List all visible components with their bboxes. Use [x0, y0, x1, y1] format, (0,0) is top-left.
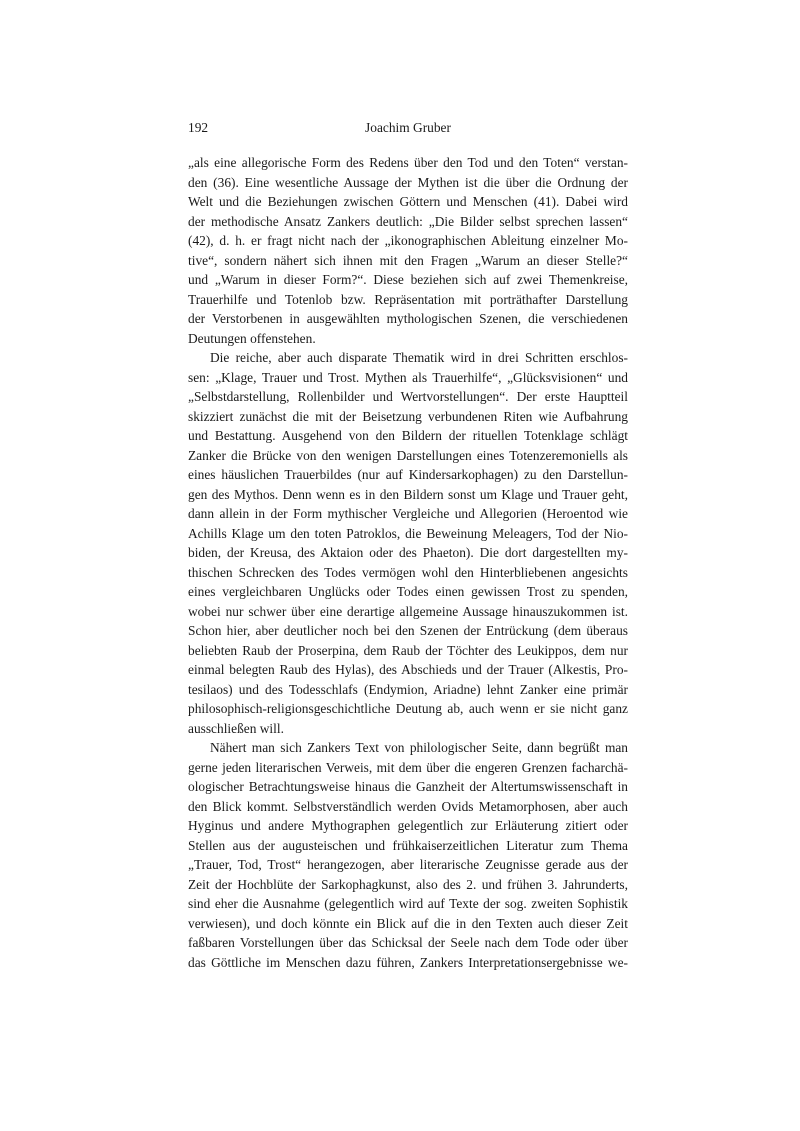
- text-line: biden, der Kreusa, des Aktaion oder des Phaeton). Die dort dargestellten my-: [188, 545, 628, 560]
- running-head: [188, 118, 628, 138]
- paragraph: [188, 153, 628, 348]
- page-number: 192: [188, 120, 209, 135]
- text-line: Stellen aus der augusteischen und frühkaiserzeitlichen Literatur zum Thema: [188, 837, 628, 853]
- text-line: und Bestattung. Ausgehend von den Bildern der rituellen Totenklage schlägt: [188, 428, 628, 443]
- text-line: verwiesen), und doch könnte ein Blick auf die in den Texten auch dieser Zeit: [188, 915, 628, 931]
- text-line: thischen Schrecken des Todes vermögen wohl den Hinterbliebenen angesichts: [188, 564, 628, 580]
- text-line: der methodische Ansatz Zankers deutlich: „Die Bilder selbst sprechen lassen“: [188, 213, 628, 229]
- text-line: ologischer Betrachtungsweise hinaus die Ganzheit der Altertumswissenschaft in: [188, 779, 628, 794]
- text-line: Achills Klage um den toten Patroklos, die Beweinung Meleagers, Tod der Nio-: [188, 525, 628, 541]
- text-line: tesilaos) und des Todesschlafs (Endymion, Ariadne) lehnt Zanker eine primär: [188, 681, 628, 697]
- text-line: eines vergleichbaren Unglücks oder Todes einen gewissen Trost zu spenden,: [188, 584, 628, 599]
- text-line: gerne jeden literarischen Verweis, mit dem über die engeren Grenzen facharchä-: [188, 759, 628, 775]
- text-line: Trauerhilfe und Totenlob bzw. Repräsentation mit porträthafter Darstellung: [188, 291, 628, 307]
- text-line: faßbaren Vorstellungen über das Schicksal der Seele nach dem Tode oder über: [188, 935, 628, 950]
- text-line: Deutungen offenstehen.: [188, 330, 316, 346]
- text-line: einmal belegten Raub des Hylas), des Abschieds und der Trauer (Alkestis, Pro-: [188, 662, 628, 677]
- text-line: „Trauer, Tod, Trost“ herangezogen, aber literarische Zeugnisse gerade aus der: [188, 857, 628, 872]
- text-line: gen des Mythos. Denn wenn es in den Bildern sonst um Klage und Trauer geht,: [188, 486, 628, 502]
- text-line: Zanker die Brücke von den wenigen Darstellungen eines Totenzeremoniells als: [188, 447, 628, 463]
- text-line: skizziert zunächst die mit der Beisetzung verbundenen Riten wie Aufbahrung: [188, 408, 628, 424]
- text-line: tive“, sondern nähert sich ihnen mit den Fragen „Warum an dieser Stelle?“: [188, 252, 628, 268]
- text-line: Die reiche, aber auch disparate Thematik wird in drei Schritten erschlos-: [210, 350, 628, 365]
- text-line: eines häuslichen Trauerbildes (nur auf Kindersarkophagen) zu den Darstellun-: [188, 467, 628, 482]
- text-line: sind eher die Ausnahme (gelegentlich wird auf Texte der sog. zweiten Sophistik: [188, 896, 628, 911]
- text-line: beliebten Raub der Proserpina, dem Raub der Töchter des Leukippos, dem nur: [188, 642, 628, 658]
- text-line: Zeit der Hochblüte der Sarkophagkunst, also des 2. und frühen 3. Jahrunderts,: [188, 876, 628, 892]
- body-text: [188, 153, 628, 972]
- text-line: dann allein in der Form mythischer Vergleiche und Allegorien (Heroentod wie: [188, 506, 628, 521]
- text-line: ausschließen will.: [188, 720, 284, 736]
- text-line: (42), d. h. er fragt nicht nach der „ikonographischen Ableitung einzelner Mo-: [188, 233, 628, 248]
- paragraph: [188, 738, 628, 972]
- text-line: philosophisch-religionsgeschichtliche Deutung ab, auch wenn er sie nicht ganz: [188, 701, 628, 716]
- text-line: den (36). Eine wesentliche Aussage der Mythen ist die über die Ordnung der: [188, 174, 628, 190]
- paragraph: [188, 348, 628, 738]
- text-line: Nähert man sich Zankers Text von philologischer Seite, dann begrüßt man: [210, 740, 628, 755]
- running-title: Joachim Gruber: [365, 120, 451, 135]
- text-line: Welt und die Beziehungen zwischen Göttern und Menschen (41). Dabei wird: [188, 194, 628, 209]
- text-line: der Verstorbenen in ausgewählten mythologischen Szenen, die verschiedenen: [188, 311, 628, 326]
- text-line: den Blick kommt. Selbstverständlich werden Ovids Metamorphosen, aber auch: [188, 798, 628, 814]
- text-line: das Göttliche im Menschen dazu führen, Zankers Interpretationsergebnisse we-: [188, 954, 628, 970]
- text-line: „Selbstdarstellung, Rollenbilder und Wertvorstellungen“. Der erste Hauptteil: [188, 389, 628, 404]
- text-line: Hyginus und andere Mythographen gelegentlich zur Erläuterung zitiert oder: [188, 818, 628, 833]
- text-line: „als eine allegorische Form des Redens über den Tod und den Toten“ verstan-: [188, 155, 628, 170]
- text-line: wobei nur schwer über eine derartige allgemeine Aussage hinauszukommen ist.: [188, 603, 628, 619]
- text-line: und „Warum in dieser Form?“. Diese beziehen sich auf zwei Themenkreise,: [188, 272, 628, 287]
- text-line: Schon hier, aber deutlicher noch bei den Szenen der Entrückung (dem überaus: [188, 623, 628, 638]
- text-line: sen: „Klage, Trauer und Trost. Mythen als Trauerhilfe“, „Glücksvisionen“ und: [188, 369, 628, 385]
